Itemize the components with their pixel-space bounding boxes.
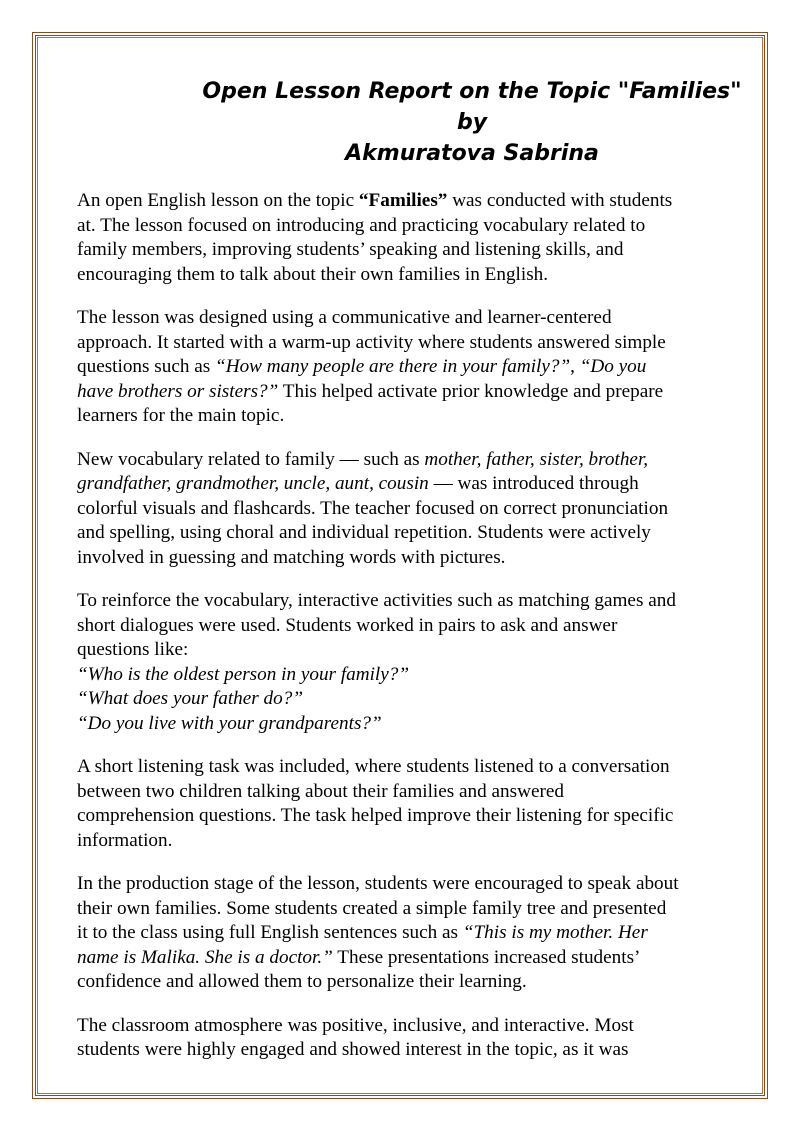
paragraph-atmosphere [77, 1014, 757, 1063]
text-line: The lesson was designed using a communicative and learner-centered [77, 307, 612, 328]
example-italic: name is Malika. She is a doctor.” [77, 946, 333, 968]
text-line: learners for the main topic. [77, 405, 285, 426]
document-body [77, 76, 757, 1082]
text-line: approach. It started with a warm-up activity where students answered simple [77, 331, 666, 353]
question-italic: “Do you [579, 356, 647, 377]
text-line: and spelling, using choral and individual repetition. Students were actively [77, 522, 651, 543]
example-italic: “This is my mother. Her [462, 922, 648, 943]
text-line: involved in guessing and matching words with pictures. [77, 546, 506, 568]
text-line: encouraging them to talk about their own families in English. [77, 263, 549, 285]
text-line: comprehension questions. The task helped improve their listening for specific [77, 805, 674, 826]
example-question: “What does your father do?” [77, 688, 303, 709]
text-line: family members, improving students’ speaking and listening skills, and [77, 239, 624, 260]
text-run: This helped activate prior knowledge and prepare [278, 380, 664, 402]
example-question: “Who is the oldest person in your family?” [77, 663, 410, 685]
text-line: To reinforce the vocabulary, interactive activities such as matching games and [77, 590, 676, 611]
text-line: at. The lesson focused on introducing and practicing vocabulary related to [77, 214, 646, 236]
document-title [77, 76, 757, 169]
text-line: colorful visuals and flashcards. The teacher focused on correct pronunciation [77, 497, 669, 519]
paragraph-reinforcement [77, 589, 757, 736]
vocab-italic: mother, father, sister, brother, [424, 448, 649, 470]
paragraph-intro [77, 189, 757, 287]
text-line: A short listening task was included, where students listened to a conversation [77, 756, 670, 777]
paragraph-production [77, 872, 757, 995]
text-line: In the production stage of the lesson, students were encouraged to speak about [77, 873, 679, 894]
text-line: The classroom atmosphere was positive, inclusive, and interactive. Most [77, 1014, 634, 1036]
text-run: An open English lesson on the topic [77, 190, 359, 211]
text-line: confidence and allowed them to personalize their learning. [77, 971, 527, 992]
text-line: short dialogues were used. Students worked in pairs to ask and answer [77, 614, 618, 636]
title-line-2: Akmuratova Sabrina [345, 141, 599, 166]
paragraph-approach [77, 306, 757, 429]
paragraph-vocabulary [77, 448, 757, 571]
text-line: students were highly engaged and showed interest in the topic, as it was [77, 1039, 629, 1060]
vocab-italic: grandfather, grandmother, uncle, aunt, cousin [77, 473, 429, 494]
text-run: was conducted with students [447, 190, 673, 211]
question-italic: “How many people are there in your family?” [215, 356, 571, 377]
text-line: their own families. Some students created a simple family tree and presented [77, 897, 667, 919]
topic-bold: “Families” [358, 190, 448, 211]
text-run: These presentations increased students’ [332, 946, 641, 968]
text-run: — was introduced through [428, 473, 639, 494]
text-run: it to the class using full English sentences such as [77, 922, 463, 943]
example-question: “Do you live with your grandparents?” [77, 712, 382, 734]
text-run: , [570, 356, 580, 377]
question-italic: have brothers or sisters?” [77, 380, 279, 402]
text-run: questions such as [77, 356, 216, 377]
text-line: information. [77, 829, 173, 851]
text-run: New vocabulary related to family — such as [77, 448, 425, 470]
title-line-1: Open Lesson Report on the Topic "Families" by [202, 79, 742, 135]
text-line: questions like: [77, 639, 189, 660]
paragraph-listening [77, 755, 757, 853]
text-line: between two children talking about their families and answered [77, 780, 564, 802]
